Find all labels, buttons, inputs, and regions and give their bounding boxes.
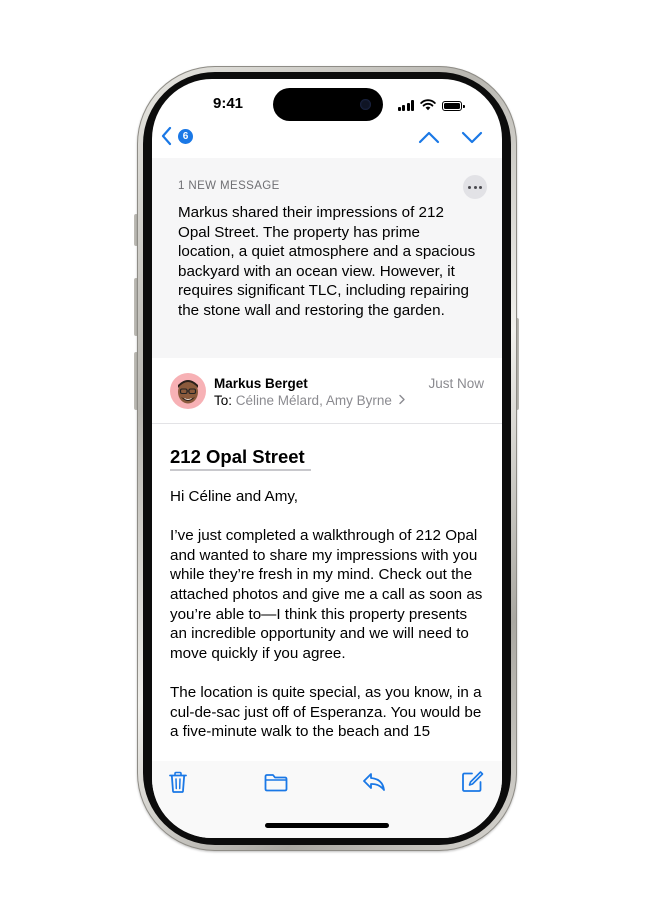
cellular-signal-icon	[398, 100, 415, 111]
phone-screen	[152, 79, 502, 838]
summary-text: Markus shared their impressions of 212 Opal Street. The property has prime location, a quiet atmosphere and a spacious backyard with an ocean view. However, it requires significant TLC, including repairing the stone wall and restoring the garden.	[178, 204, 476, 319]
recipient-names: Céline Mélard, Amy Byrne	[235, 393, 392, 408]
folder-icon[interactable]	[263, 769, 289, 795]
home-indicator[interactable]	[265, 823, 389, 828]
trash-icon[interactable]	[165, 769, 191, 795]
battery-icon	[442, 101, 462, 111]
memoji-avatar-icon	[170, 373, 206, 409]
body-paragraph: I’ve just completed a walkthrough of 212 Opal and wanted to share my impressions with you while they’re fresh in my mind. Check out the attached photos and give me a call as soon as you’re able to—I think this property presents an incredible opportunity and we will need to move quickly if you agree.	[170, 527, 483, 662]
wifi-icon	[420, 99, 436, 111]
compose-icon[interactable]	[459, 769, 485, 795]
message-header[interactable]	[152, 359, 502, 424]
timestamp: Just Now	[428, 376, 484, 391]
unread-count-badge: 6	[178, 129, 193, 144]
chevron-right-icon	[398, 394, 406, 405]
message-subject: 212 Opal Street	[170, 446, 311, 471]
recipients-line[interactable]	[214, 393, 406, 408]
summary-label: 1 NEW MESSAGE	[178, 180, 280, 192]
ellipsis-icon	[468, 186, 471, 189]
more-options-button[interactable]	[463, 175, 487, 199]
chevron-down-icon[interactable]	[460, 127, 484, 147]
dynamic-island	[273, 88, 383, 121]
back-button[interactable]	[160, 126, 193, 146]
status-time: 9:41	[212, 95, 244, 112]
phone-frame	[137, 66, 517, 851]
avatar	[170, 373, 206, 409]
bottom-toolbar	[152, 761, 502, 838]
message-navigation-bar	[152, 122, 502, 158]
sender-name: Markus Berget	[214, 376, 308, 391]
chevron-up-icon[interactable]	[417, 127, 441, 147]
status-icons	[398, 98, 463, 111]
reply-icon[interactable]	[361, 769, 387, 795]
to-label: To:	[214, 393, 233, 408]
message-body	[170, 487, 488, 761]
front-camera-icon	[360, 99, 371, 110]
message-summary	[152, 158, 502, 358]
greeting: Hi Céline and Amy,	[170, 488, 299, 505]
body-paragraph: The location is quite special, as you know, in a cul-de-sac just off of Esperanza. You would be a five-minute walk to the beach and 15	[170, 683, 482, 741]
chevron-left-icon	[160, 126, 174, 146]
